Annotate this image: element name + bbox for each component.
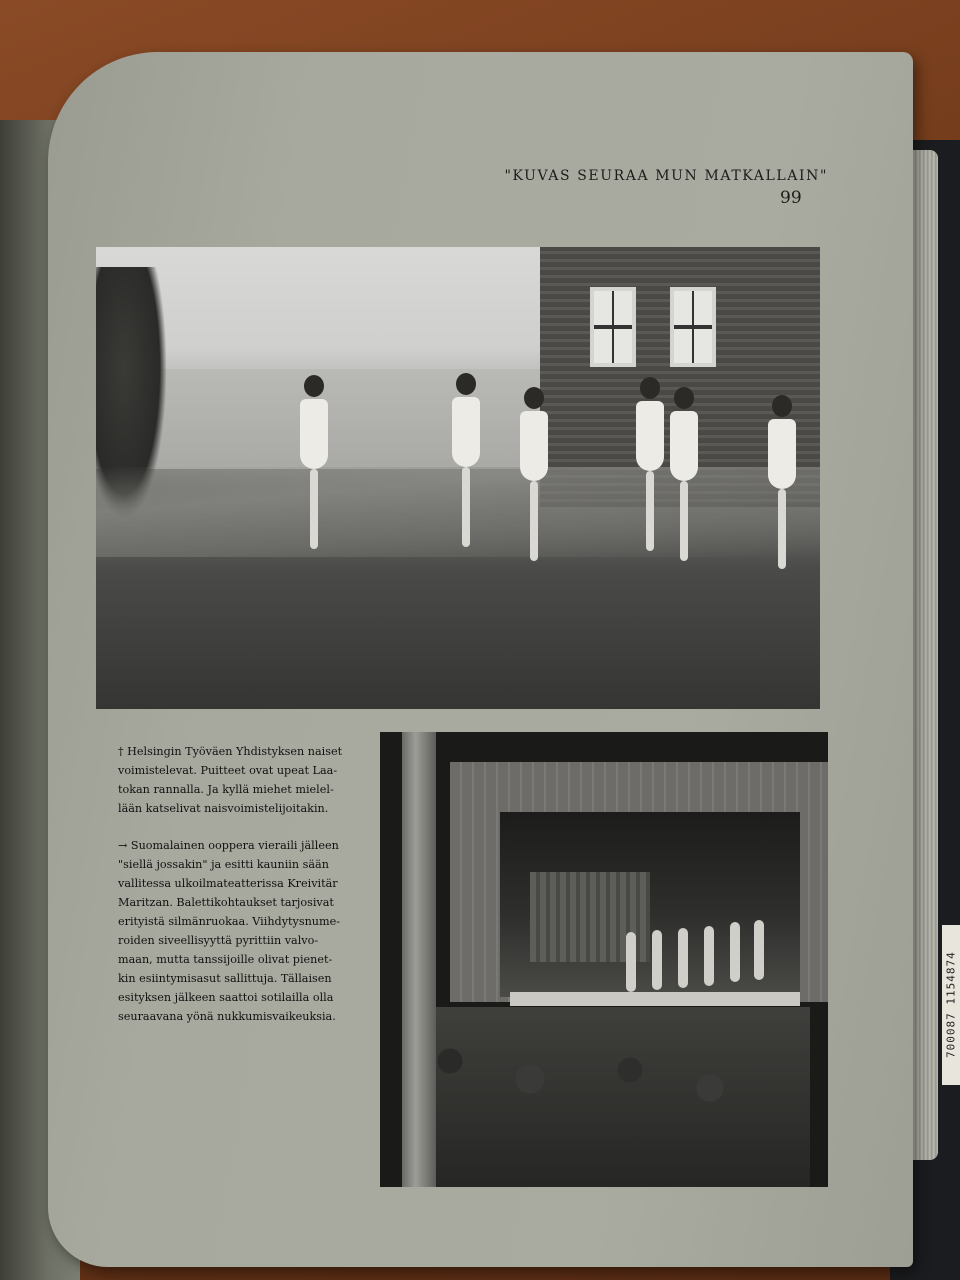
library-sticker: 700087 1154874 [942, 925, 960, 1085]
photo-open-air-theatre [380, 732, 828, 1187]
house-window [590, 287, 636, 367]
dancer-figure [632, 377, 668, 551]
ballet-performer [678, 928, 688, 988]
caption-block [118, 742, 368, 1044]
dancer-figure [296, 375, 332, 549]
ballet-performer [626, 932, 636, 992]
ballet-performer [754, 920, 764, 980]
dancer-figure [666, 387, 702, 561]
photo-tree-trunk [402, 732, 436, 1187]
page-number: 99 [780, 188, 802, 208]
caption-bottom-photo: → Suomalainen ooppera vieraili jälleen "siellä jossakin" ja esitti kauniin sään vallitessa ulkoilmateatterissa Kreivitär Maritzan. Balettikohtaukset tarjosivat erityistä silmänruokaa. Viihdytysnume- roiden siveellisyyttä pyrittiin valvo- maan, mutta tanssijoille olivat pienet- kin esiintymisasut sallittuja. Tällaisen esityksen jälkeen saattoi sotilailla olla seuraavana yönä nukkumisvaikeuksia. [118, 839, 341, 1023]
dancer-figure [516, 387, 552, 561]
dancer-figure [764, 395, 800, 569]
caption-top-photo: † Helsingin Työväen Yhdistyksen naiset voimistelevat. Puitteet ovat upeat Laa- tokan rannalla. Ja kyllä miehet mielel- lään katselivat naisvoimistelijoitakin. [118, 745, 343, 815]
ballet-performer [730, 922, 740, 982]
ballet-performer [652, 930, 662, 990]
ballet-performer [704, 926, 714, 986]
photo-stage-floor [510, 992, 800, 1006]
running-head: "KUVAS SEURAA MUN MATKALLAIN" [504, 168, 828, 184]
book-page [48, 52, 913, 1267]
photo-audience [410, 1007, 810, 1187]
house-window [670, 287, 716, 367]
photo-dancers-outdoors [96, 247, 820, 709]
dancer-figure [448, 373, 484, 547]
